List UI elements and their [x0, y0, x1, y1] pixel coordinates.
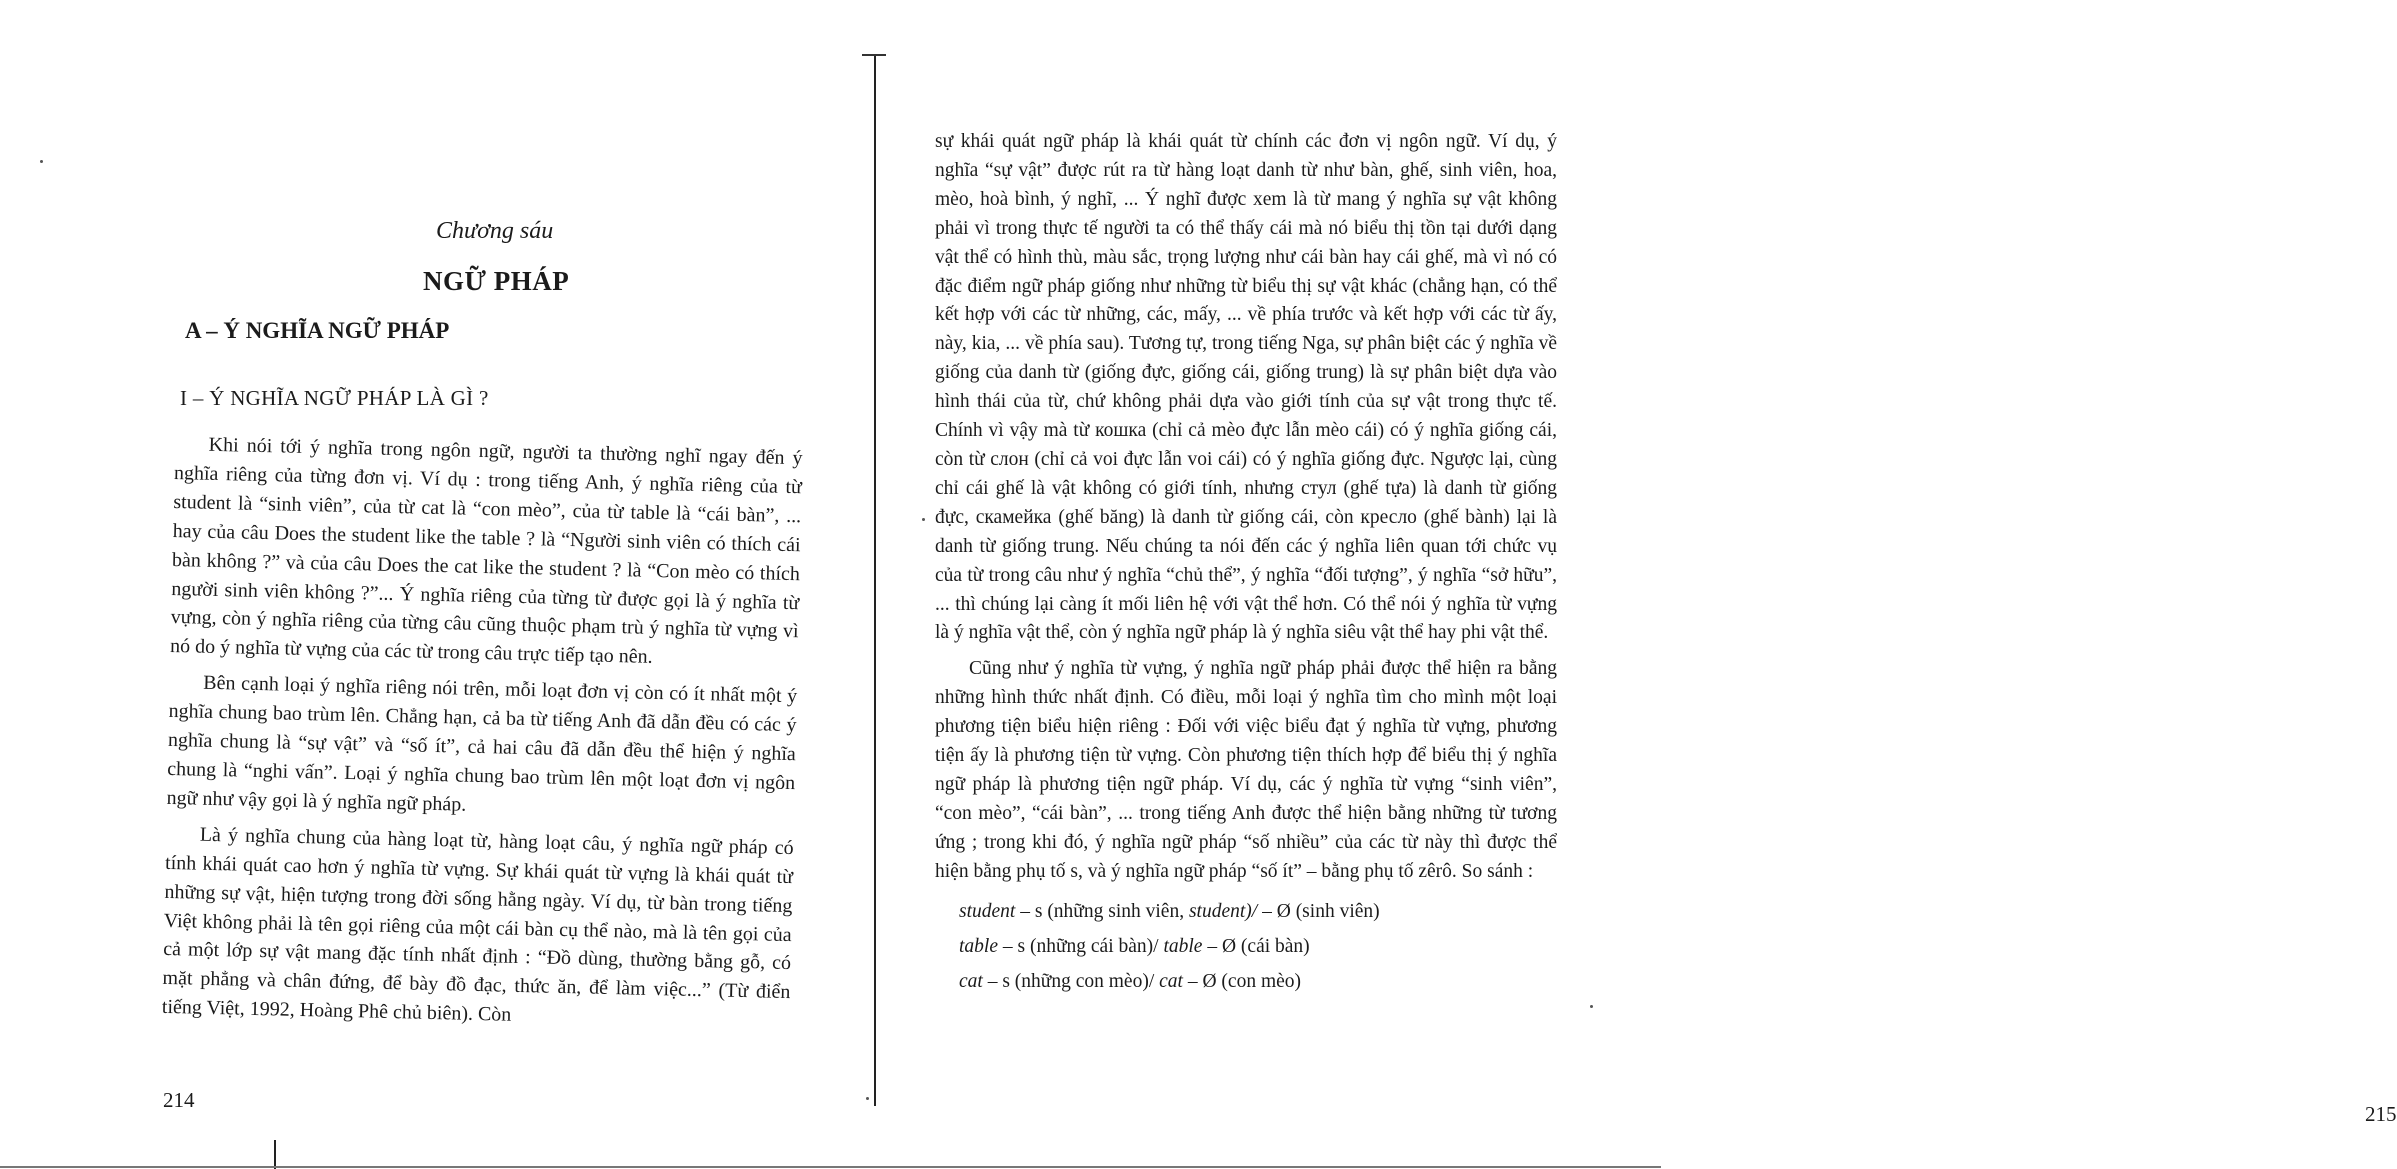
- example-word: cat: [1159, 970, 1183, 992]
- example-zero: – Ø: [1187, 970, 1217, 992]
- scan-speck: [40, 160, 43, 163]
- chapter-title: NGỮ PHÁP: [423, 266, 570, 296]
- example-plural-gloss: (những sinh viên,: [1047, 900, 1185, 922]
- scan-speck: [922, 518, 925, 521]
- example-suffix: – s: [987, 970, 1010, 992]
- paragraph: Là ý nghĩa chung của hàng loạt từ, hàng loạt câu, ý nghĩa ngữ pháp có tính khái quát cao hơn ý nghĩa từ vựng. Sự khái quát từ vựng là khái quát từ những sự vật, hiện tượng trong đời sống hằng ngày. Ví dụ, từ bàn trong tiếng Việt không phải là tên gọi riêng của một cái bàn cụ thể nào, mà là tên gọi của cả một lớp sự vật mang đặc tính nhất định : “Đồ dùng, thường bằng gỗ, có mặt phẳng và chân đứng, để bày đồ đạc, thức ăn, để làm việc...” (Từ điển tiếng Việt, 1992, Hoàng Phê chủ biên). Còn: [161, 823, 794, 1026]
- paragraph: Khi nói tới ý nghĩa trong ngôn ngữ, người ta thường nghĩ ngay đến ý nghĩa riêng của từng đơn vị. Ví dụ : trong tiếng Anh, ý nghĩa riêng của từ student là “sinh viên”, của từ cat là “con mèo”, của từ table là “cái bàn”, ... hay của câu Does the student like the table ? là “Người sinh viên có thích cái bàn không ?” và của câu Does the cat like the student ? là “Con mèo có thích người sinh viên không ?”... Ý nghĩa riêng của từng từ được gọi là ý nghĩa từ vựng, còn ý nghĩa riêng của từng câu cũng thuộc phạm trù ý nghĩa từ vựng vì nó do ý nghĩa từ vựng của các từ trong câu trực tiếp tạo nên.: [169, 433, 803, 669]
- example-suffix: – s: [1002, 935, 1026, 957]
- example-word: student: [959, 900, 1016, 922]
- section-heading: A – Ý NGHĨA NGỮ PHÁP: [185, 318, 450, 343]
- right-body-text: [935, 128, 1557, 999]
- example-word: table: [959, 935, 998, 957]
- example-line: [935, 964, 1557, 999]
- example-word: table: [1163, 935, 1203, 957]
- page-number: 214: [163, 1088, 195, 1112]
- example-zero: – Ø: [1262, 900, 1291, 922]
- left-body-text: [161, 430, 802, 1043]
- paragraph: sự khái quát ngữ pháp là khái quát từ chính các đơn vị ngôn ngữ. Ví dụ, ý nghĩa “sự vật” được rút ra từ hàng loạt danh từ như bàn, ghế, sinh viên, hoa, mèo, hoà bình, ý nghĩ, ... Ý nghĩ được xem là từ mang ý nghĩa sự vật không phải vì trong thực tế người ta có thể thấy cái mà nó biểu thị tồn tại dưới dạng vật thể có hình thù, màu sắc, trọng lượng như cái bàn hay cái ghế, mà vì nó có đặc điểm ngữ pháp giống như những từ biểu thị sự vật khác (chẳng hạn, có thể kết hợp với các từ những, các, mấy, ... về phía trước và kết hợp với các từ ấy, này, kia, ... về phía sau). Tương tự, trong tiếng Nga, sự phân biệt các ý nghĩa về giống của danh từ (giống đực, giống cái, giống trung) là sự phân biệt dựa vào hình thái của từ, chứ không phải dựa vào giới tính của sự vật trong thực tế. Chính vì vậy mà từ кошка (chỉ cả mèo đực lẫn mèo cái) có ý nghĩa giống cái, còn từ слон (chỉ cả voi đực lẫn voi cái) có ý nghĩa giống đực. Ngược lại, cùng chỉ cái ghế là vật không có giới tính, nhưng стул (ghế tựa) là danh từ giống đực, скамейка (ghế băng) là danh từ giống cái, còn кресло (ghế bành) lại là danh từ giống trung. Nếu chúng ta nói đến các ý nghĩa liên quan tới chức vụ của từ trong câu như ý nghĩa “chủ thể”, ý nghĩa “đối tượng”, ý nghĩa “sở hữu”, ... thì chúng lại càng ít mối liên hệ với vật thể hơn. Có thể nói ý nghĩa từ vựng là ý nghĩa vật thể, còn ý nghĩa ngữ pháp là ý nghĩa siêu vật thể hay phi vật thể.: [935, 131, 1557, 644]
- example-suffix: – s: [1020, 900, 1043, 922]
- paragraph: Bên cạnh loại ý nghĩa riêng nói trên, mỗi loạt đơn vị còn có ít nhất một ý nghĩa chung bao trùm lên. Chẳng hạn, cả ba từ tiếng Anh đã dẫn đều có các ý nghĩa chung là “sự vật” và “số ít”, cả hai câu đã dẫn đều thể hiện ý nghĩa chung là “nghi vấn”. Loại ý nghĩa chung bao trùm lên một loạt đơn vị ngôn ngữ như vậy gọi là ý nghĩa ngữ pháp.: [166, 671, 798, 816]
- example-line: [935, 894, 1557, 929]
- example-singular-gloss: (sinh viên): [1295, 900, 1380, 922]
- page-number: 215: [2365, 1102, 2397, 1126]
- example-word: cat: [959, 970, 983, 992]
- left-page: [0, 0, 830, 1169]
- subsection-heading: I – Ý NGHĨA NGỮ PHÁP LÀ GÌ ?: [180, 386, 489, 410]
- example-plural-gloss: (những con mèo)/: [1014, 970, 1155, 992]
- chapter-label: Chương sáu: [436, 218, 554, 244]
- paragraph: Cũng như ý nghĩa từ vựng, ý nghĩa ngữ pháp phải được thể hiện ra bằng những hình thức nhất định. Có điều, mỗi loại ý nghĩa tìm cho mình một loại phương tiện biểu hiện riêng : Đối với việc biểu đạt ý nghĩa từ vựng, phương tiện ấy là phương tiện từ vựng. Còn phương tiện thích hợp để biểu thị ý nghĩa ngữ pháp là phương tiện ngữ pháp. Ví dụ, các ý nghĩa từ vựng “sinh viên”, “con mèo”, “cái bàn”, ... trong tiếng Anh được thể hiện bằng những từ tương ứng ; trong khi đó, ý nghĩa ngữ pháp “số nhiều” của các từ này thì được thể hiện bằng phụ tố s, và ý nghĩa ngữ pháp “số ít” – bằng phụ tố zêrô. So sánh :: [935, 658, 1557, 882]
- example-line: [935, 929, 1557, 964]
- example-zero: – Ø: [1207, 935, 1237, 957]
- example-word: student)/: [1188, 900, 1258, 922]
- scan-speck: [866, 1097, 869, 1100]
- example-plural-gloss: (những cái bàn)/: [1029, 935, 1159, 957]
- scan-speck: [1590, 1005, 1593, 1008]
- example-singular-gloss: (con mèo): [1221, 970, 1302, 992]
- example-singular-gloss: (cái bàn): [1240, 935, 1310, 957]
